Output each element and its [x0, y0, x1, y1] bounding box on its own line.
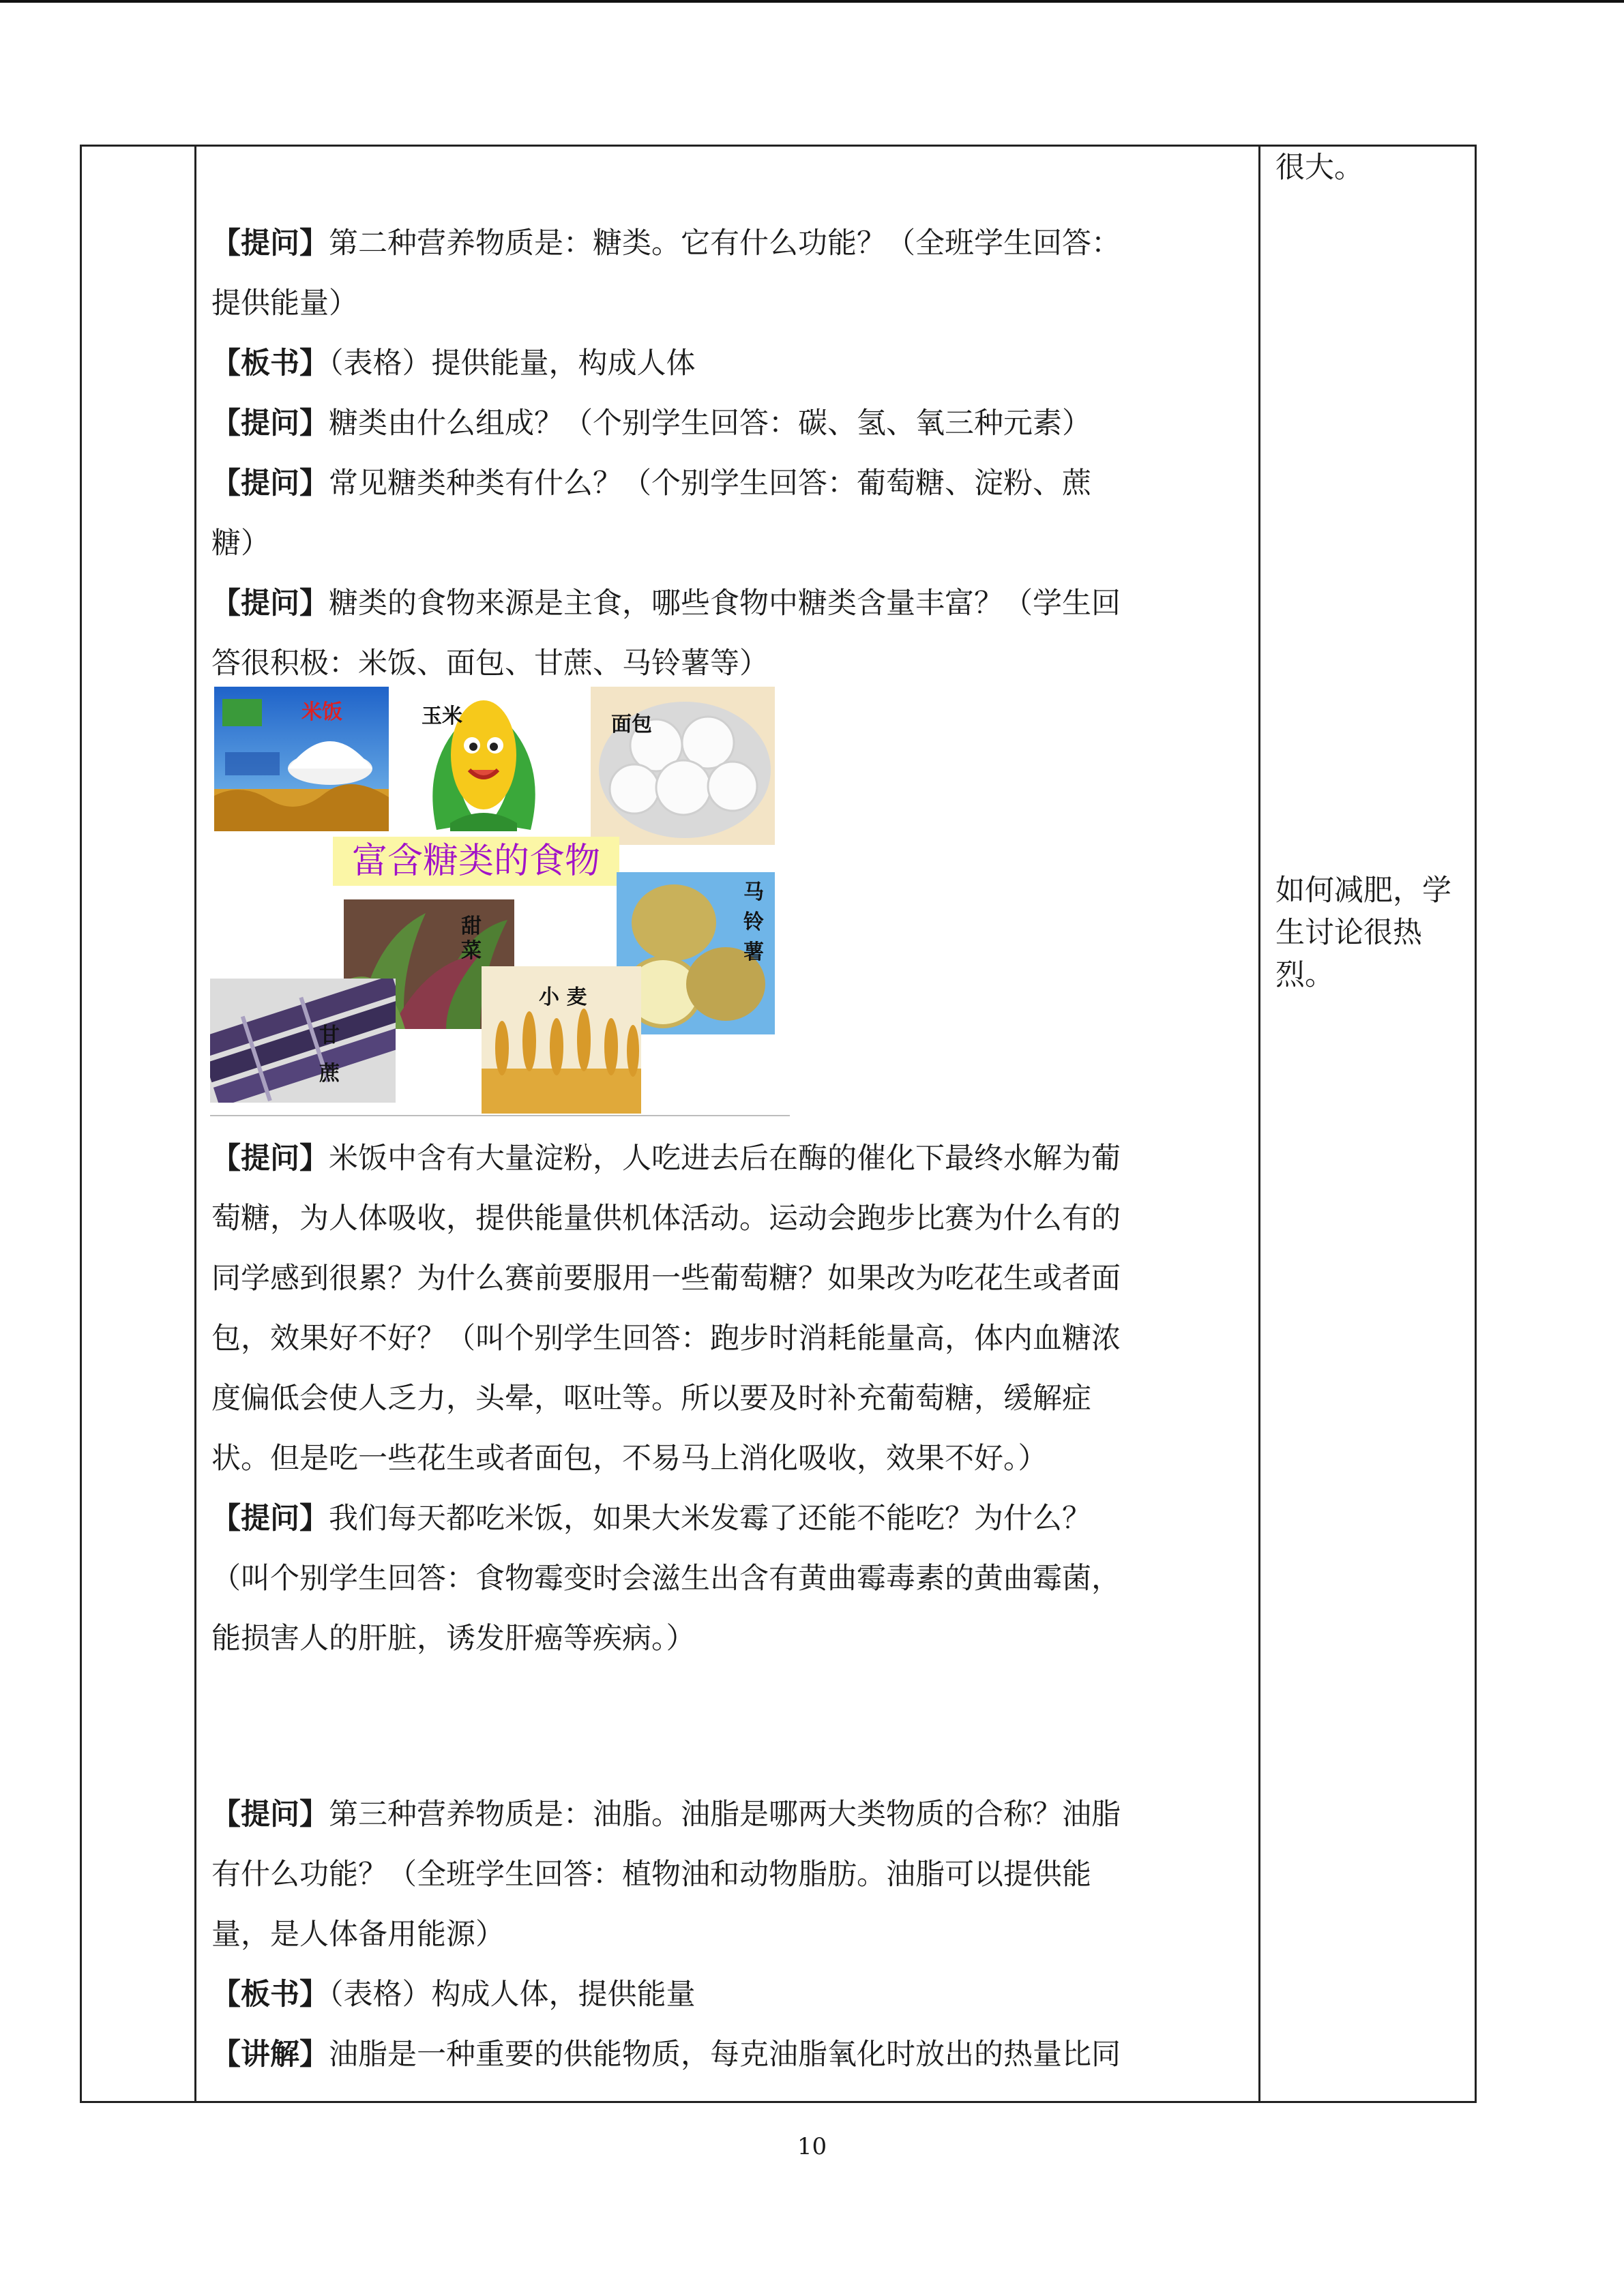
main-column: [196, 147, 1258, 2101]
wheat-image: [482, 966, 641, 1114]
wheat-label: 小 麦: [539, 985, 587, 1009]
note-top: 很大。: [1275, 151, 1363, 185]
text-line: [211, 573, 1235, 633]
text-line: [211, 1489, 1235, 1549]
bread-image: [591, 687, 775, 845]
line-tag: 【提问】: [211, 1502, 329, 1536]
text-line: [211, 2025, 1235, 2085]
right-column: [1260, 147, 1475, 2101]
line-tag: 【板书】: [211, 1978, 329, 2012]
text-line: [211, 1429, 1235, 1489]
line-text: 萄糖，为人体吸收，提供能量供机体活动。运动会跑步比赛为什么有的: [211, 1202, 1121, 1236]
text-line: [211, 1785, 1235, 1845]
line-text: 米饭中含有大量淀粉，人吃进去后在酶的催化下最终水解为葡: [329, 1142, 1121, 1176]
line-text: 油脂是一种重要的供能物质，每克油脂氧化时放出的热量比同: [329, 2038, 1121, 2072]
text-line: [211, 1309, 1235, 1369]
text-line: [211, 513, 1235, 573]
line-text: 糖）: [211, 526, 270, 561]
text-line: [211, 213, 1235, 273]
text-line: [211, 333, 1235, 393]
sugarcane-label: 甘蔗: [319, 1024, 340, 1086]
line-text: 量，是人体备用能源）: [211, 1918, 505, 1952]
corn-image: [409, 687, 558, 831]
text-line: [211, 1369, 1235, 1429]
line-tag: 【提问】: [211, 586, 329, 621]
line-text: 我们每天都吃米饭，如果大米发霉了还能不能吃？为什么？: [329, 1502, 1091, 1536]
collage-baseline: [210, 1115, 790, 1116]
line-tag: 【讲解】: [211, 2038, 329, 2072]
text-line: [211, 1609, 1235, 1669]
sugarcane-image: [210, 979, 396, 1103]
text-line: [211, 1549, 1235, 1609]
sugar-food-collage: [210, 687, 790, 1116]
line-text: 同学感到很累？为什么赛前要服用一些葡萄糖？如果改为吃花生或者面: [211, 1262, 1121, 1296]
rice-label: 米饭: [301, 700, 342, 724]
line-text: 常见糖类种类有什么？（个别学生回答：葡萄糖、淀粉、蔗: [329, 466, 1091, 501]
corn-label: 玉米: [422, 704, 462, 728]
text-line: [211, 1965, 1235, 2025]
text-line: [211, 1189, 1235, 1249]
line-text: 有什么功能？（全班学生回答：植物油和动物脂肪。油脂可以提供能: [211, 1858, 1091, 1892]
lesson-table: [80, 145, 1477, 2103]
text-line: [211, 633, 1235, 694]
text-line: [211, 453, 1235, 513]
left-column: [82, 147, 194, 2101]
text-line: [211, 1129, 1235, 1189]
page-top-rule: [0, 0, 1624, 3]
line-text: 第三种营养物质是：油脂。油脂是哪两大类物质的合称？油脂: [329, 1798, 1121, 1832]
line-tag: 【提问】: [211, 1798, 329, 1832]
line-text: （叫个别学生回答：食物霉变时会滋生出含有黄曲霉毒素的黄曲霉菌，: [211, 1562, 1121, 1596]
beet-label: 甜菜: [461, 914, 482, 963]
line-text: 度偏低会使人乏力，头晕，呕吐等。所以要及时补充葡萄糖，缓解症: [211, 1382, 1091, 1416]
line-text: （表格）构成人体，提供能量: [329, 1978, 696, 2012]
page-number: 10: [797, 2133, 827, 2160]
line-text: 答很积极：米饭、面包、甘蔗、马铃薯等）: [211, 646, 769, 681]
line-tag: 【提问】: [211, 1142, 329, 1176]
rice-image: [214, 687, 389, 831]
line-text: （表格）提供能量，构成人体: [329, 346, 696, 381]
collage-caption: 富含糖类的食物: [333, 837, 619, 886]
line-text: 能损害人的肝脏，诱发肝癌等疾病。）: [211, 1622, 696, 1656]
bread-label: 面包: [611, 713, 652, 736]
line-text: 糖类的食物来源是主食，哪些食物中糖类含量丰富？（学生回: [329, 586, 1121, 621]
text-line: [211, 273, 1235, 333]
text-line: [211, 393, 1235, 453]
potato-label: 马铃薯: [743, 880, 764, 964]
text-line: [211, 1905, 1235, 1965]
line-tag: 【板书】: [211, 346, 329, 381]
line-tag: 【提问】: [211, 226, 329, 260]
line-text: 第二种营养物质是：糖类。它有什么功能？（全班学生回答：: [329, 226, 1121, 260]
line-text: 糖类由什么组成？（个别学生回答：碳、氢、氧三种元素）: [329, 406, 1091, 441]
line-text: 提供能量）: [211, 286, 358, 320]
text-line: [211, 1249, 1235, 1309]
note-mid: 如何减肥，学生讨论很热烈。: [1275, 874, 1451, 992]
line-tag: 【提问】: [211, 466, 329, 501]
line-tag: 【提问】: [211, 406, 329, 441]
text-line: [211, 1845, 1235, 1905]
line-text: 状。但是吃一些花生或者面包，不易马上消化吸收，效果不好。）: [211, 1442, 1048, 1476]
line-text: 包，效果好不好？（叫个别学生回答：跑步时消耗能量高，体内血糖浓: [211, 1322, 1121, 1356]
